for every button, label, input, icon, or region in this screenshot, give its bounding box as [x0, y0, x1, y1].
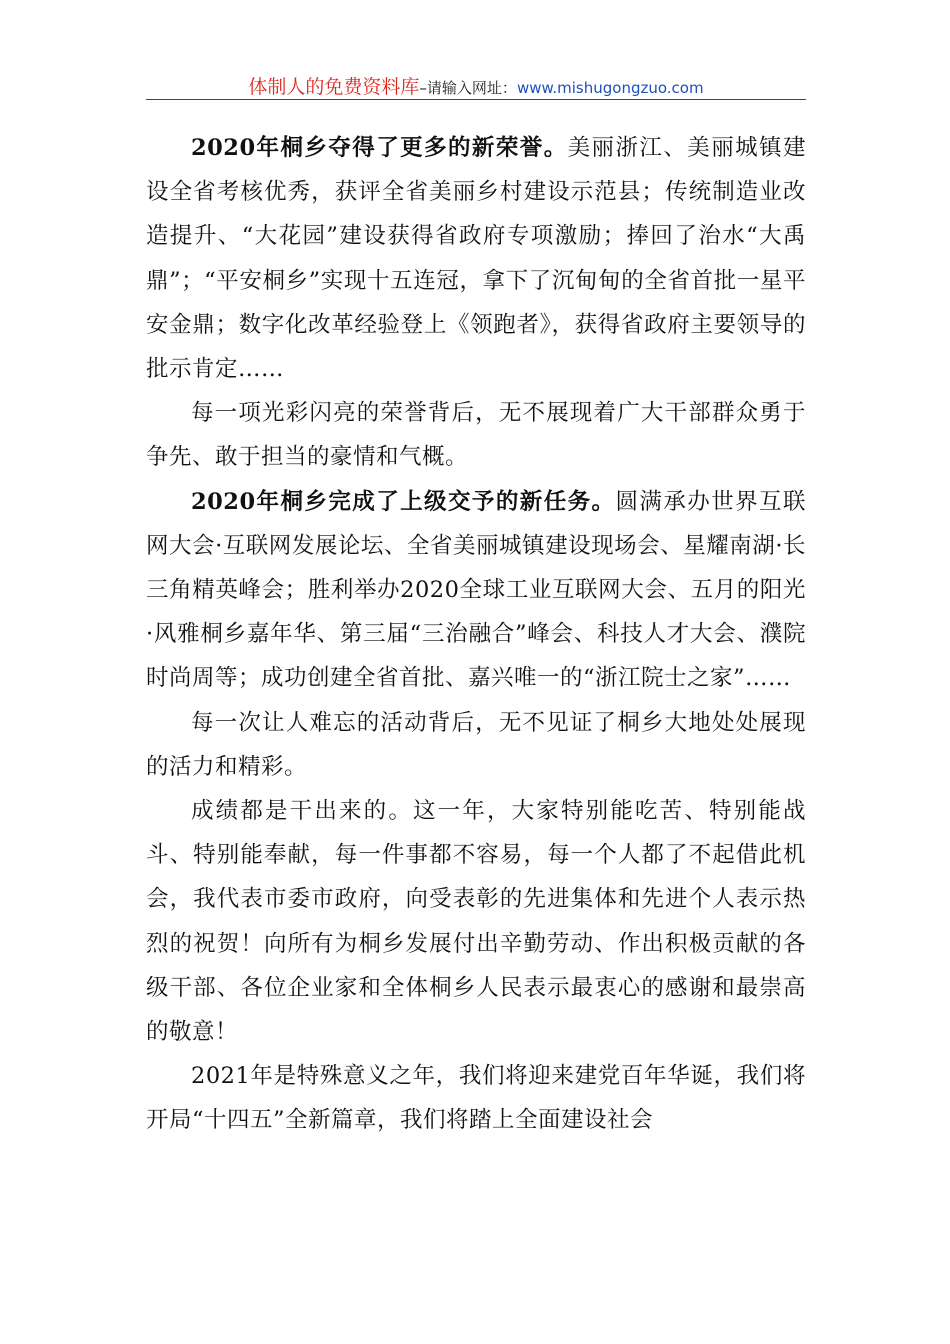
paragraph-5-text: 成绩都是干出来的。这一年，大家特别能吃苦、特别能战斗、特别能奉献，每一件事都不容易，每一个人都了不起借此机会，我代表市委市政府，向受表彰的先进集体和先进个人表示热烈的祝贺！向所有为桐乡发展付出辛勤劳动、作出积极贡献的各级干部、各位企业家和全体桐乡人民表示最衷心的感谢和最崇高的敬意！: [146, 798, 806, 1046]
paragraph-3: [146, 480, 806, 701]
paragraph-6-text: 2021年是特殊意义之年，我们将迎来建党百年华诞，我们将开局“十四五”全新篇章，我们将踏上全面建设社会: [146, 1063, 806, 1134]
document-body: [146, 126, 806, 1143]
page-header: [146, 72, 806, 100]
paragraph-4-text: 每一次让人难忘的活动背后，无不见证了桐乡大地处处展现的活力和精彩。: [146, 709, 806, 780]
paragraph-1-text: 美丽浙江、美丽城镇建设全省考核优秀，获评全省美丽乡村建设示范县；传统制造业改造提升、“大花园”建设获得省政府专项激励；捧回了治水“大禹鼎”；“平安桐乡”实现十五连冠，拿下了沉甸甸的全省首批一星平安金鼎；数字化改革经验登上《领跑者》，获得省政府主要领导的批示肯定……: [146, 135, 806, 383]
paragraph-1-lead: 2020年桐乡夺得了更多的新荣誉。: [191, 135, 568, 161]
paragraph-5: [146, 789, 806, 1054]
header-url-link[interactable]: www.mishugongzuo.com: [516, 79, 704, 97]
header-divider: [146, 99, 806, 100]
header-separator: –请输入网址：: [419, 79, 517, 97]
header-brand: 体制人的免费资料库: [248, 76, 420, 98]
paragraph-6: [146, 1054, 806, 1142]
paragraph-2: [146, 391, 806, 479]
paragraph-4: [146, 701, 806, 789]
paragraph-3-lead: 2020年桐乡完成了上级交予的新任务。: [191, 488, 616, 515]
paragraph-2-text: 每一项光彩闪亮的荣誉背后，无不展现着广大干部群众勇于争先、敢于担当的豪情和气概。: [146, 400, 806, 471]
paragraph-3-text: 圆满承办世界互联网大会·互联网发展论坛、全省美丽城镇建设现场会、星耀南湖·长三角精英峰会；胜利举办2020全球工业互联网大会、五月的阳光·风雅桐乡嘉年华、第三届“三治融合”峰会、科技人才大会、濮院时尚周等；成功创建全省首批、嘉兴唯一的“浙江院士之家”……: [146, 488, 806, 692]
paragraph-1: [146, 126, 806, 391]
